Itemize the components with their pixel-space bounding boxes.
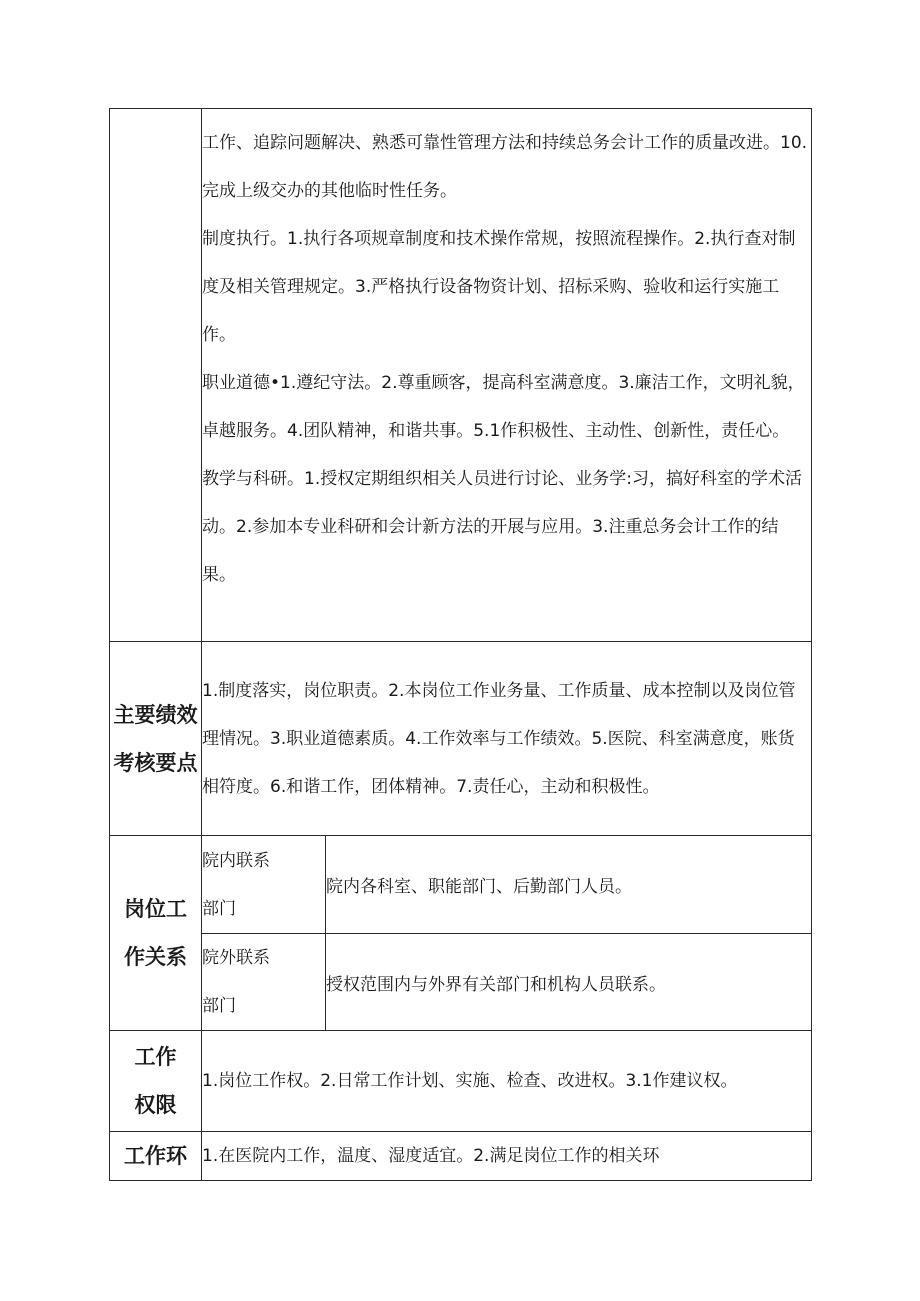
kpi-label-cell xyxy=(110,642,202,836)
internal-contact-label-line1: 院内联系 xyxy=(202,850,270,871)
external-contact-label-cell xyxy=(202,934,326,1031)
internal-contact-value: 院内各科室、职能部门、后勤部门人员。 xyxy=(326,877,632,897)
duties-label-cell xyxy=(110,109,202,642)
duties-paragraph: 工作、追踪问题解决、熟悉可靠性管理方法和持续总务会计工作的质量改进。10.完成上级交办的其他临时性任务。 xyxy=(202,133,808,201)
duties-paragraph: 职业道德•1.遵纪守法。2.尊重顾客，提高科室满意度。3.廉洁工作，文明礼貌，卓越服务。4.团队精神，和谐共事。5.1作积极性、主动性、创新性，责任心。 xyxy=(202,373,805,441)
environment-row xyxy=(110,1132,812,1181)
relations-label-line2: 作关系 xyxy=(124,945,187,969)
relations-internal-row xyxy=(110,836,812,934)
external-contact-label-line1: 院外联系 xyxy=(202,948,270,968)
environment-text: 1.在医院内工作，温度、湿度适宜。2.满足岗位工作的相关环 xyxy=(202,1146,660,1166)
relations-label-cell xyxy=(110,836,202,1031)
authority-content-cell xyxy=(202,1031,812,1132)
kpi-row xyxy=(110,642,812,836)
external-contact-value: 授权范围内与外界有关部门和机构人员联系。 xyxy=(326,974,666,995)
authority-text: 1.岗位工作权。2.日常工作计划、实施、检查、改进权。3.1作建议权。 xyxy=(202,1071,738,1091)
environment-label-cell xyxy=(110,1132,202,1181)
authority-label-cell xyxy=(110,1031,202,1132)
authority-label-line2: 权限 xyxy=(134,1093,177,1117)
internal-contact-label-cell xyxy=(202,836,326,934)
environment-label: 工作环 xyxy=(124,1144,187,1168)
external-contact-value-cell xyxy=(326,934,812,1031)
duties-row xyxy=(110,109,812,642)
duties-paragraph: 教学与科研。1.授权定期组织相关人员进行讨论、业务学:习，搞好科室的学术活动。2.参加本专业科研和会计新方法的开展与应用。3.注重总务会计工作的结果。 xyxy=(202,469,802,585)
authority-row xyxy=(110,1031,812,1132)
kpi-label-line2: 考核要点 xyxy=(113,750,198,775)
environment-content-cell xyxy=(202,1132,812,1181)
relations-label-line1: 岗位工 xyxy=(124,897,187,921)
internal-contact-value-cell xyxy=(326,836,812,934)
relations-external-row xyxy=(110,934,812,1031)
kpi-text: 1.制度落实，岗位职责。2.本岗位工作业务量、工作质量、成本控制以及岗位管理情况。3.职业道德素质。4.工作效率与工作绩效。5.医院、科室满意度，账货相符度。6.和谐工作，团体精神。7.责任心，主动和积极性。 xyxy=(202,680,796,797)
duties-paragraph: 制度执行。1.执行各项规章制度和技术操作常规，按照流程操作。2.执行查对制度及相关管理规定。3.严格执行设备物资计划、招标采购、验收和运行实施工作。 xyxy=(202,229,796,345)
authority-label-line1: 工作 xyxy=(134,1045,177,1069)
job-description-table xyxy=(109,108,812,1181)
duties-content-cell xyxy=(202,109,812,642)
kpi-content-cell xyxy=(202,642,812,836)
kpi-label-line1: 主要绩效 xyxy=(113,702,198,727)
external-contact-label-line2: 部门 xyxy=(202,996,236,1016)
internal-contact-label-line2: 部门 xyxy=(202,898,236,919)
